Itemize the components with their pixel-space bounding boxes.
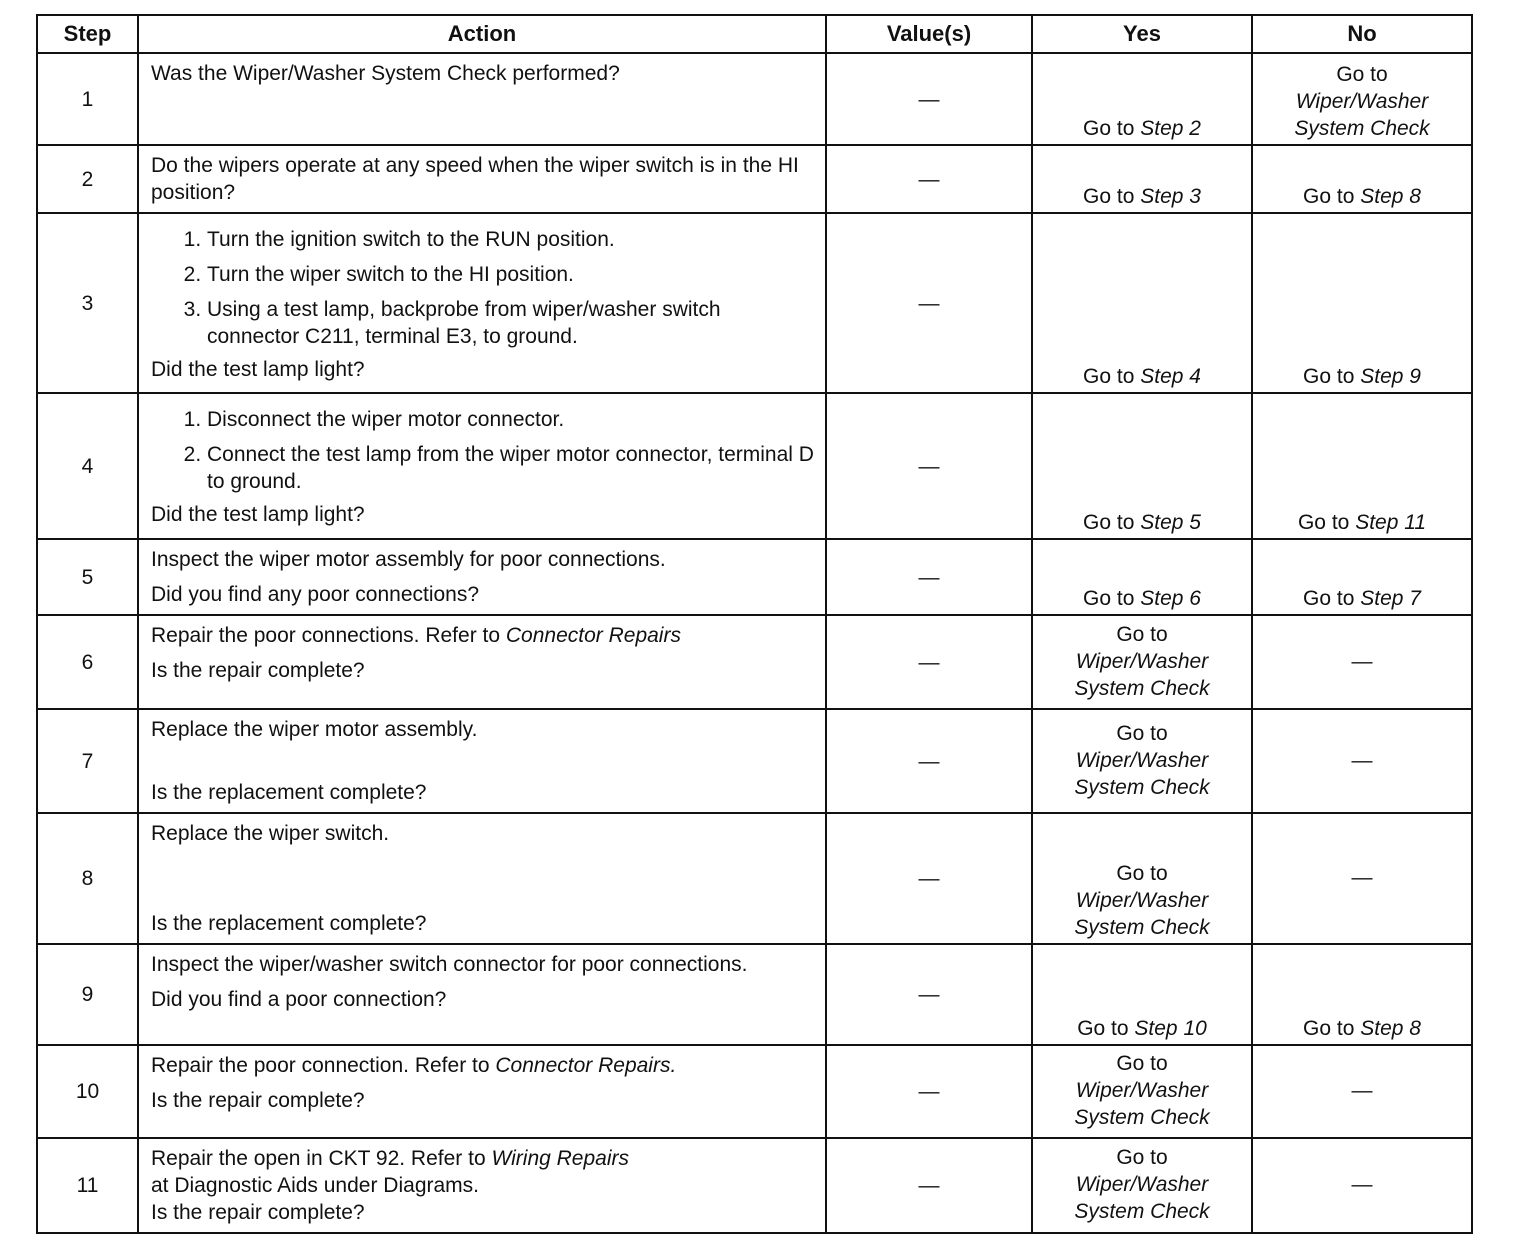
no-cell: — (1252, 1138, 1472, 1233)
connector-repairs-link[interactable]: Connector Repairs. (495, 1054, 677, 1077)
no-ref-wiper-washer[interactable]: Wiper/Washer (1295, 90, 1429, 113)
action-text: Do the wipers operate at any speed when the wiper switch is in the HI position? (151, 154, 799, 204)
action-cell (138, 709, 826, 813)
action-cell (138, 1045, 826, 1138)
action-text-line2: at Diagnostic Aids under Diagrams. (151, 1174, 479, 1197)
go-to-label: Go to (1083, 117, 1135, 140)
connector-repairs-link[interactable]: Connector Repairs (505, 624, 681, 647)
action-cell (138, 539, 826, 615)
list-item: 1. Turn the ignition switch to the RUN position. (207, 226, 815, 253)
go-to-label: Go to (1116, 1052, 1168, 1075)
header-step: Step (37, 15, 138, 53)
go-to-label: Go to (1116, 862, 1168, 885)
action-question: Did the test lamp light? (151, 503, 365, 526)
action-text: Inspect the wiper motor assembly for poor connections. (151, 548, 666, 571)
yes-step-link[interactable]: Step 4 (1140, 365, 1201, 388)
yes-cell (1032, 1045, 1252, 1138)
yes-cell (1032, 539, 1252, 615)
value-cell: — (826, 944, 1032, 1045)
yes-ref-wiper-washer[interactable]: Wiper/Washer (1075, 649, 1209, 673)
step-number: 5 (37, 539, 138, 615)
value-cell: — (826, 145, 1032, 213)
step-number: 8 (37, 813, 138, 944)
value-cell: — (826, 615, 1032, 709)
go-to-label: Go to (1116, 622, 1168, 646)
no-step-link[interactable]: Step 11 (1355, 511, 1427, 534)
no-cell: — (1252, 1045, 1472, 1138)
yes-cell (1032, 944, 1252, 1045)
yes-ref-system-check[interactable]: System Check (1074, 775, 1210, 799)
go-to-label: Go to (1297, 511, 1350, 534)
wiring-repairs-link[interactable]: Wiring Repairs (491, 1147, 629, 1170)
no-cell: — (1252, 709, 1472, 813)
header-action: Action (138, 15, 826, 53)
no-cell (1252, 213, 1472, 393)
go-to-label: Go to (1116, 721, 1168, 745)
step-number: 11 (37, 1138, 138, 1233)
step-number: 10 (37, 1045, 138, 1138)
go-to-label: Go to (1083, 365, 1135, 388)
no-cell (1252, 53, 1472, 145)
action-prefix: Repair the open in CKT 92. Refer to (151, 1147, 492, 1170)
action-question: Did you find a poor connection? (151, 988, 447, 1011)
yes-ref-wiper-washer[interactable]: Wiper/Washer (1075, 889, 1209, 912)
action-text (151, 1052, 815, 1079)
action-text: Replace the wiper motor assembly. (151, 718, 478, 741)
yes-step-link[interactable]: Step 5 (1140, 511, 1201, 534)
action-cell (138, 393, 826, 539)
action-text: Inspect the wiper/washer switch connector for poor connections. (151, 953, 748, 976)
value-cell: — (826, 539, 1032, 615)
no-step-link[interactable]: Step 9 (1360, 365, 1421, 388)
yes-ref-system-check[interactable]: System Check (1074, 916, 1210, 939)
yes-cell (1032, 393, 1252, 539)
table-row (37, 944, 1472, 1045)
header-no: No (1252, 15, 1472, 53)
action-cell (138, 53, 826, 145)
no-cell (1252, 539, 1472, 615)
action-cell (138, 213, 826, 393)
yes-step-link[interactable]: Step 3 (1140, 185, 1201, 208)
action-cell (138, 145, 826, 213)
value-cell: — (826, 53, 1032, 145)
list-item: 2. Turn the wiper switch to the HI position. (207, 261, 815, 288)
yes-ref-wiper-washer[interactable]: Wiper/Washer (1075, 1173, 1209, 1196)
yes-cell (1032, 615, 1252, 709)
diagnostic-table (36, 14, 1473, 1234)
yes-cell (1032, 53, 1252, 145)
go-to-label: Go to (1116, 1146, 1168, 1169)
go-to-label: Go to (1083, 185, 1135, 208)
header-yes: Yes (1032, 15, 1252, 53)
no-cell (1252, 944, 1472, 1045)
go-to-label: Go to (1303, 185, 1355, 208)
go-to-label: Go to (1303, 587, 1355, 610)
yes-step-link[interactable]: Step 6 (1140, 587, 1201, 610)
header-values: Value(s) (826, 15, 1032, 53)
step-number: 7 (37, 709, 138, 813)
value-cell: — (826, 813, 1032, 944)
action-question: Is the replacement complete? (151, 912, 427, 935)
value-cell: — (826, 1045, 1032, 1138)
no-cell: — (1252, 615, 1472, 709)
table-row (37, 1045, 1472, 1138)
value-cell: — (826, 1138, 1032, 1233)
yes-cell (1032, 1138, 1252, 1233)
step-number: 2 (37, 145, 138, 213)
action-text: Was the Wiper/Washer System Check performed? (151, 62, 620, 85)
no-cell (1252, 393, 1472, 539)
action-cell (138, 615, 826, 709)
go-to-label: Go to (1077, 1017, 1129, 1040)
table-row (37, 145, 1472, 213)
go-to-label: Go to (1303, 1017, 1355, 1040)
action-question: Is the repair complete? (151, 1201, 365, 1224)
no-step-link[interactable]: Step 7 (1360, 587, 1421, 610)
header-row (37, 15, 1472, 53)
action-question: Is the replacement complete? (151, 781, 427, 804)
no-cell (1252, 145, 1472, 213)
list-item: 1. Disconnect the wiper motor connector. (207, 406, 815, 433)
yes-cell (1032, 813, 1252, 944)
no-ref-system-check[interactable]: System Check (1294, 117, 1430, 140)
step-number: 9 (37, 944, 138, 1045)
go-to-label: Go to (1303, 365, 1355, 388)
action-steps-list (151, 226, 815, 350)
table-row (37, 539, 1472, 615)
yes-cell (1032, 709, 1252, 813)
yes-ref-system-check[interactable]: System Check (1074, 676, 1210, 700)
yes-ref-wiper-washer[interactable]: Wiper/Washer (1075, 1079, 1209, 1102)
value-cell: — (826, 709, 1032, 813)
table-row (37, 813, 1472, 944)
action-prefix: Repair the poor connections. Refer to (151, 624, 506, 647)
go-to-label: Go to (1336, 63, 1388, 86)
table-row (37, 709, 1472, 813)
table-row (37, 1138, 1472, 1233)
action-question: Did you find any poor connections? (151, 583, 480, 606)
action-cell (138, 1138, 826, 1233)
table-row (37, 213, 1472, 393)
yes-step-link[interactable]: Step 10 (1134, 1017, 1207, 1040)
yes-cell (1032, 145, 1252, 213)
list-item: 2. Connect the test lamp from the wiper motor connector, terminal D to ground. (207, 441, 815, 495)
yes-ref-system-check[interactable]: System Check (1074, 1200, 1210, 1223)
action-question: Is the repair complete? (151, 1089, 365, 1112)
value-cell: — (826, 393, 1032, 539)
table-row (37, 393, 1472, 539)
yes-cell (1032, 213, 1252, 393)
step-number: 1 (37, 53, 138, 145)
no-step-link[interactable]: Step 8 (1360, 185, 1421, 208)
go-to-label: Go to (1083, 511, 1135, 534)
action-prefix: Repair the poor connection. Refer to (151, 1054, 496, 1077)
action-question: Is the repair complete? (151, 659, 365, 682)
action-steps-list (151, 406, 815, 495)
value-cell: — (826, 213, 1032, 393)
step-number: 3 (37, 213, 138, 393)
step-number: 4 (37, 393, 138, 539)
go-to-label: Go to (1083, 587, 1135, 610)
action-text (151, 622, 815, 649)
action-question: Did the test lamp light? (151, 358, 365, 381)
step-number: 6 (37, 615, 138, 709)
table-row (37, 53, 1472, 145)
action-text (151, 1145, 815, 1172)
yes-ref-wiper-washer[interactable]: Wiper/Washer (1075, 748, 1209, 772)
action-text: Replace the wiper switch. (151, 822, 390, 845)
action-cell (138, 944, 826, 1045)
action-cell (138, 813, 826, 944)
table-row (37, 615, 1472, 709)
no-cell: — (1252, 813, 1472, 944)
yes-ref-system-check[interactable]: System Check (1074, 1106, 1210, 1129)
list-item: 3. Using a test lamp, backprobe from wiper/washer switch connector C211, terminal E3, to ground. (207, 296, 815, 350)
yes-step-link[interactable]: Step 2 (1140, 117, 1201, 140)
no-step-link[interactable]: Step 8 (1360, 1017, 1421, 1040)
